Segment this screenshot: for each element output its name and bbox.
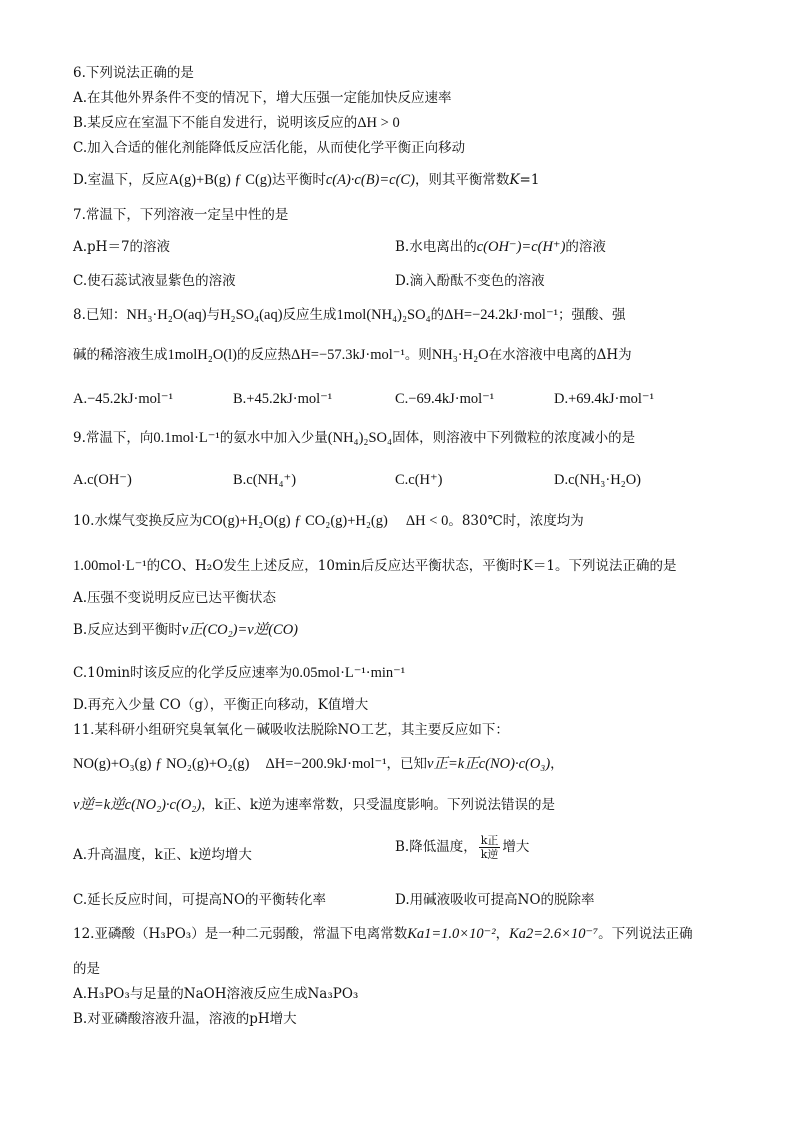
k-ratio-fraction: $\frac{\text{k正}}{\text{k逆}}$ xyxy=(480,834,499,861)
q6-option-c: C.加入合适的催化剂能降低反应活化能，从而使化学平衡正向移动 xyxy=(73,140,466,156)
q10-option-d: D.再充入少量 CO（g），平衡正向移动，K值增大 xyxy=(73,697,369,713)
q11-line3: v逆=k逆c(NO₂)·c(O₂)，k正、k逆为速率常数，只受温度影响。下列说法错误的是 xyxy=(73,797,556,813)
q10-option-c: C.10min时该反应的化学反应速率为0.05mol·L⁻¹·min⁻¹ xyxy=(73,665,406,681)
q7-stem: 7.常温下，下列溶液一定呈中性的是 xyxy=(73,207,289,223)
q6-option-d: D.室温下，反应A(g)+B(g) ƒ C(g)达平衡时c(A)·c(B)=c(C)，则其平衡常数K=1 xyxy=(73,172,540,188)
q7-option-b: B.水电离出的c(OH⁻)=c(H⁺)的溶液 xyxy=(395,239,606,255)
q12-stem-line2: 的是 xyxy=(73,961,100,977)
q12-option-a: A.H₃PO₃与足量的NaOH溶液反应生成Na₃PO₃ xyxy=(73,986,359,1002)
q10-option-b: B.反应达到平衡时v正(CO₂)=v逆(CO) xyxy=(73,622,299,638)
q10-stem-line2: 1.00mol·L⁻¹的CO、H₂O发生上述反应，10min后反应达平衡状态，平衡时K＝1。下列说法正确的是 xyxy=(73,558,677,574)
q12-option-b: B.对亚磷酸溶液升温，溶液的pH增大 xyxy=(73,1011,297,1027)
q9-stem: 9.常温下，向0.1mol·L⁻¹的氨水中加入少量(NH₄)₂SO₄固体，则溶液中下列微粒的浓度减小的是 xyxy=(73,430,636,446)
q6-option-b: B.某反应在室温下不能自发进行，说明该反应的ΔH > 0 xyxy=(73,115,400,131)
q11-line2: NO(g)+O₃(g) ƒ NO₂(g)+O₂(g) ΔH=−200.9kJ·mol⁻¹，已知v正=k正c(NO)·c(O₃)， xyxy=(73,756,564,772)
q12-stem-line1: 12.亚磷酸（H₃PO₃）是一种二元弱酸，常温下电离常数Ka1=1.0×10⁻²，Ka2=2.6×10⁻⁷。下列说法正确 xyxy=(73,926,693,942)
q6-stem: 6.下列说法正确的是 xyxy=(73,65,194,81)
q10-stem-line1: 10.水煤气变换反应为CO(g)+H₂O(g) ƒ CO₂(g)+H₂(g) ΔH < 0。830℃时，浓度均为 xyxy=(73,513,584,529)
q11-stem: 11.某科研小组研究臭氧氧化－碱吸收法脱除NO工艺，其主要反应如下： xyxy=(73,722,509,738)
q11-option-b: B.降低温度， $\frac{\text{k正}}{\text{k逆}}$ 增大 xyxy=(395,834,530,861)
exam-page: 6.下列说法正确的是 A.在其他外界条件不变的情况下，增大压强一定能加快反应速率 B.某反应在室温下不能自发进行，说明该反应的ΔH > 0 C.加入合适的催化剂能降低反应活化能，从而使化学平衡正向移动 D.室温下，反应A(g)+B(g) ƒ C(g)达平衡时c(A)·c(B)=c(C)，则其平衡常数K=1 7.常温下，下列溶液一定呈中性的是 A.pH＝7的溶液 B.水电离出的c(OH⁻)=c(H⁺)的溶液 C.使石蕊试液显紫色的溶液 D.滴入酚酞不变色的溶液 8.已知：NH₃·H₂O(aq)与H₂SO₄(aq)反应生成1mol(NH₄)₂SO₄的ΔH=−24.2kJ·mol⁻¹；强酸、强 碱的稀溶液生成1molH₂O(l)的反应热ΔH=−57.3kJ·mol⁻¹。则NH₃·H₂O在水溶液中电离的ΔH为 A.−45.2kJ·mol⁻¹ B.+45.2kJ·mol⁻¹ C.−69.4kJ·mol⁻¹ D.+69.4kJ·mol⁻¹ 9.常温下，向0.1mol·L⁻¹的氨水中加入少量(NH₄)₂SO₄固体，则溶液中下列微粒的浓度减小的是 A.c(OH⁻) B.c(NH₄⁺) C.c(H⁺) D.c(NH₃·H₂O) 10.水煤气变换反应为CO(g)+H₂O(g) ƒ CO₂(g)+H₂(g) ΔH < 0。830℃时，浓度均为 1.00mol·L⁻¹的CO、H₂O发生上述反应，10min后反应达平衡状态，平衡时K＝1。下列说法正确的是 A.压强不变说明反应已达平衡状态 B.反应达到平衡时v正(CO₂)=v逆(CO) C.10min时该反应的化学反应速率为0.05mol·L⁻¹·min⁻¹ D.再充入少量 CO（g），平衡正向移动，K值增大 11.某科研小组研究臭氧氧化－碱吸收法脱除NO工艺，其主要反应如下： NO(g)+O₃(g) ƒ NO₂(g)+O₂(g) ΔH=−200.9kJ·mol⁻¹，已知v正=k正c(NO)·c(O₃)， v逆=k逆c(NO₂)·c(O₂)，k正、k逆为速率常数，只受温度影响。下列说法错误的是 A.升高温度，k正、k逆均增大 B.降低温度， $\frac{\text{k正}}{\text{k逆}}$ 增大 C.延长反应时间，可提高NO的平衡转化率 D.用碱液吸收可提高NO的脱除率 12.亚磷酸（H₃PO₃）是一种二元弱酸，常温下电离常数Ka1=1.0×10⁻²，Ka2=2.6×10⁻⁷。下列说法正确 的是 A.H₃PO₃与足量的NaOH溶液反应生成Na₃PO₃ B.对亚磷酸溶液升温，溶液的pH增大 xyxy=(0,0,794,1123)
q10-option-a: A.压强不变说明反应已达平衡状态 xyxy=(73,590,277,606)
q8-stem-line1: 8.已知：NH₃·H₂O(aq)与H₂SO₄(aq)反应生成1mol(NH₄)₂SO₄的ΔH=−24.2kJ·mol⁻¹；强酸、强 xyxy=(73,307,626,323)
q6-option-a: A.在其他外界条件不变的情况下，增大压强一定能加快反应速率 xyxy=(73,90,452,106)
q8-stem-line2: 碱的稀溶液生成1molH₂O(l)的反应热ΔH=−57.3kJ·mol⁻¹。则NH₃·H₂O在水溶液中电离的ΔH为 xyxy=(73,347,632,363)
